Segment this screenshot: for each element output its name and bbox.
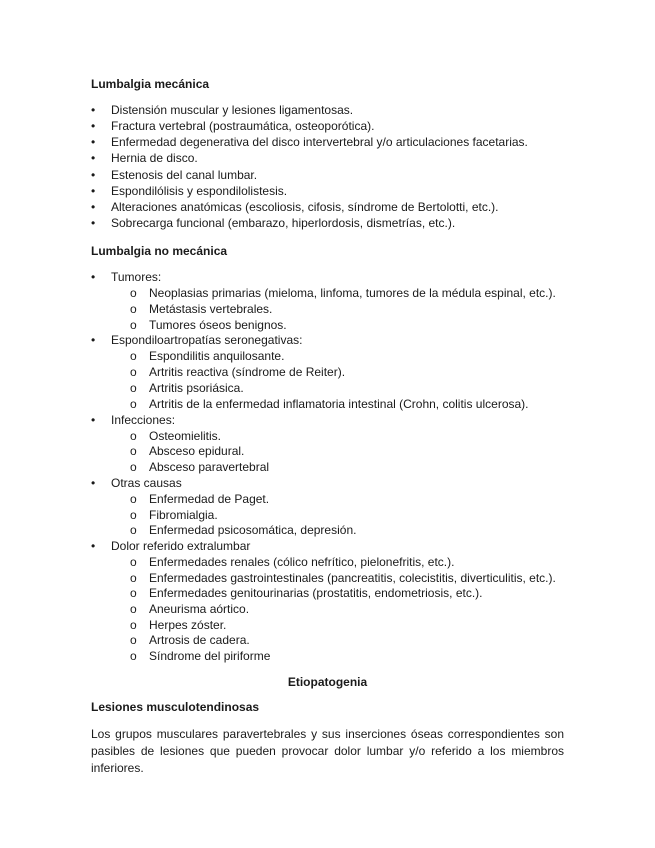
list-item: Hernia de disco. [111,151,198,165]
sub-bullet: o [130,429,137,443]
sub-list-item: Enfermedades gastrointestinales (pancreatitis, colecistitis, diverticulitis, etc.). [149,571,556,585]
list-item: Fractura vertebral (postraumática, osteoporótica). [111,119,375,133]
sub-list-item: Artrosis de cadera. [149,633,250,647]
list-item: Distensión muscular y lesiones ligamentosas. [111,103,354,117]
group-label: Espondiloartropatías seronegativas: [111,333,303,347]
sub-list-item: Metástasis vertebrales. [149,302,273,316]
section-title-etiopatogenia: Etiopatogenia [287,675,368,689]
list-item: Espondilólisis y espondilolistesis. [111,184,288,198]
sub-bullet: o [130,318,137,332]
sub-bullet: o [130,649,137,663]
heading-lumbalgia-no-mecanica: Lumbalgia no mecánica [91,244,228,258]
sub-bullet: o [130,365,137,379]
sub-bullet: o [130,618,137,632]
bullet: • [91,151,96,165]
sub-bullet: o [130,381,137,395]
bullet: • [91,333,96,347]
bullet: • [91,539,96,553]
group-label: Otras causas [111,476,182,490]
sub-list-item: Enfermedades renales (cólico nefrítico, pielonefritis, etc.). [149,555,455,569]
sub-list-item: Tumores óseos benignos. [149,318,287,332]
bullet: • [91,216,96,230]
bullet: • [91,135,96,149]
sub-list-item: Osteomielitis. [149,429,222,443]
sub-list-item: Aneurisma aórtico. [149,602,250,616]
bullet: • [91,200,96,214]
sub-bullet: o [130,571,137,585]
group-label: Tumores: [111,270,162,284]
list-item: Alteraciones anatómicas (escoliosis, cifosis, síndrome de Bertolotti, etc.). [111,200,499,214]
group-label: Dolor referido extralumbar [111,539,251,553]
sub-bullet: o [130,633,137,647]
sub-bullet: o [130,444,137,458]
sub-list-item: Fibromialgia. [149,508,218,522]
sub-bullet: o [130,349,137,363]
sub-list-item: Síndrome del piriforme [149,649,271,663]
sub-bullet: o [130,602,137,616]
sub-bullet: o [130,302,137,316]
sub-bullet: o [130,492,137,506]
sub-list-item: Artritis psoriásica. [149,381,244,395]
bullet: • [91,119,96,133]
sub-list-item: Absceso epidural. [149,444,245,458]
sub-bullet: o [130,397,137,411]
list-item: Estenosis del canal lumbar. [111,168,258,182]
sub-bullet: o [130,523,137,537]
sub-list-item: Absceso paravertebral [149,460,270,474]
sub-list-item: Artritis de la enfermedad inflamatoria intestinal (Crohn, colitis ulcerosa). [149,397,529,411]
body-paragraph: Los grupos musculares paravertebrales y sus inserciones óseas correspondientes son pasibles de lesiones que pueden provocar dolor lumbar y/o referido a los miembros inferiores. [91,727,564,775]
bullet: • [91,476,96,490]
sub-bullet: o [130,508,137,522]
sub-list-item: Espondilitis anquilosante. [149,349,285,363]
sub-list-item: Artritis reactiva (síndrome de Reiter). [149,365,346,379]
bullet: • [91,184,96,198]
heading-lesiones-musculotendinosas: Lesiones musculotendinosas [91,700,260,714]
bullet: • [91,103,96,117]
bullet: • [91,270,96,284]
list-item: Enfermedad degenerativa del disco intervertebral y/o articulaciones facetarias. [111,135,528,149]
sub-bullet: o [130,555,137,569]
sub-list-item: Enfermedad psicosomática, depresión. [149,523,357,537]
group-label: Infecciones: [111,413,176,427]
bullet: • [91,413,96,427]
heading-lumbalgia-mecanica: Lumbalgia mecánica [91,77,210,91]
sub-list-item: Herpes zóster. [149,618,227,632]
sub-list-item: Enfermedades genitourinarias (prostatitis, endometriosis, etc.). [149,586,483,600]
sub-bullet: o [130,286,137,300]
sub-bullet: o [130,586,137,600]
sub-list-item: Neoplasias primarias (mieloma, linfoma, tumores de la médula espinal, etc.). [149,286,556,300]
sub-bullet: o [130,460,137,474]
sub-list-item: Enfermedad de Paget. [149,492,270,506]
list-item: Sobrecarga funcional (embarazo, hiperlordosis, dismetrías, etc.). [111,216,456,230]
bullet: • [91,168,96,182]
